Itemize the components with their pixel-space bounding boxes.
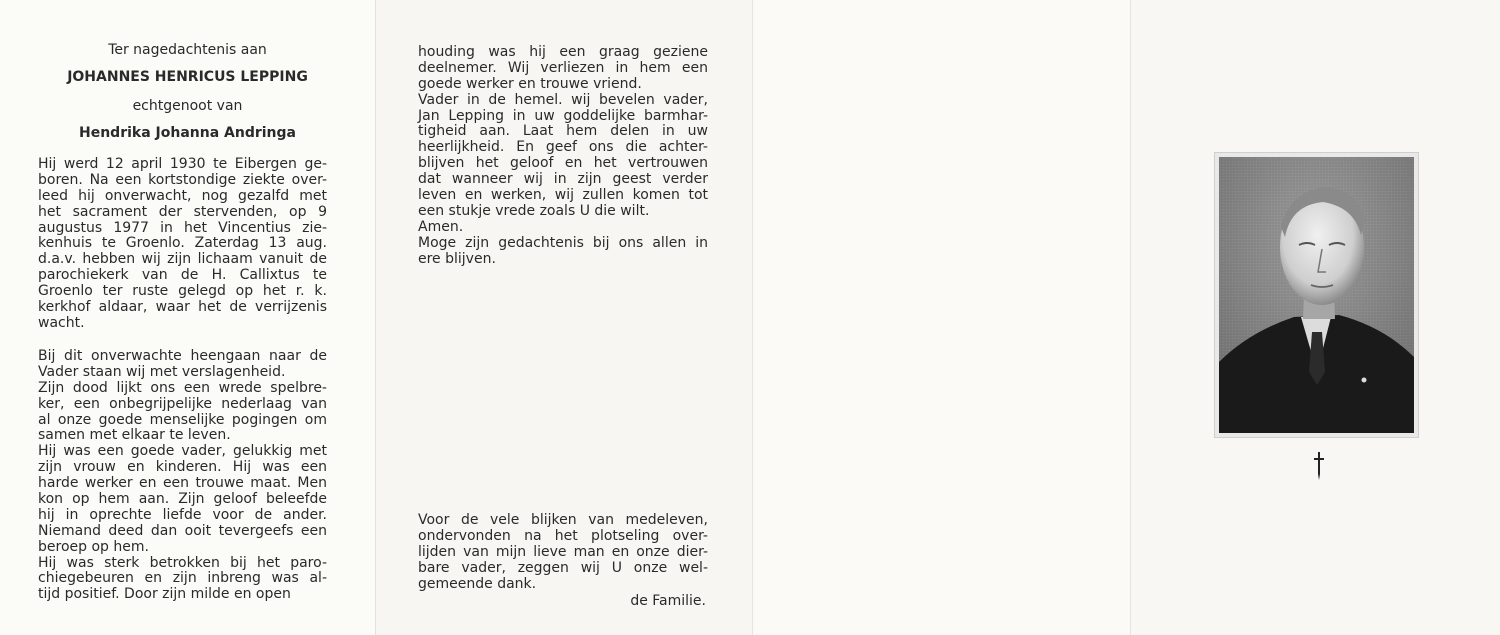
portrait-frame xyxy=(1214,152,1419,438)
text-line: Niemand deed dan ooit tevergeefs een xyxy=(38,522,327,539)
text-line: Amen. xyxy=(418,218,464,235)
text-line: houding was hij een graag geziene xyxy=(418,44,708,60)
text-line: deelnemer. Wij verliezen in hem een xyxy=(418,59,708,76)
text-line: gemeende dank. xyxy=(418,575,537,592)
text-line: boren. Na een kortstondige ziekte over- xyxy=(38,171,327,188)
text-line: Groenlo ter ruste gelegd op het r. k. xyxy=(38,283,327,300)
text-line: d.a.v. hebben wij zijn lichaam vanuit de xyxy=(38,251,327,268)
text-line: Vader in de hemel. wij bevelen vader, xyxy=(418,91,708,108)
text-line: goede werker en trouwe vriend. xyxy=(418,75,642,92)
text-line: ker, een onbegrijpelijke nederlaag van xyxy=(38,395,327,412)
text-line: Bij dit onverwachte heengaan naar de xyxy=(38,348,327,364)
portrait-photo xyxy=(1219,157,1414,433)
text-line: een stukje vrede zoals U die wilt. xyxy=(418,202,650,219)
text-line: Zijn dood lijkt ons een wrede spelbre- xyxy=(38,379,327,396)
text-line: Voor de vele blijken van medeleven, xyxy=(418,512,708,528)
text-line: kon op hem aan. Zijn geloof beleefde xyxy=(38,491,327,508)
thanks-paragraph xyxy=(418,513,708,592)
text-line: hij in oprechte liefde voor de ander. xyxy=(38,506,327,523)
text-line: harde werker en een trouwe maat. Men xyxy=(38,475,327,492)
text-line: bare vader, zeggen wij U onze wel- xyxy=(418,559,708,576)
tribute-paragraph xyxy=(38,349,327,603)
text-line: samen met elkaar te leven. xyxy=(38,427,231,444)
text-line: chiegebeuren en zijn inbreng was al- xyxy=(38,570,327,587)
text-line: heerlijkheid. En geef ons die achter- xyxy=(418,139,708,156)
text-line: beroep op hem. xyxy=(38,538,149,555)
text-line: leven en werken, wij zullen komen tot xyxy=(418,187,708,204)
text-line: Vader staan wij met verslagenheid. xyxy=(38,363,286,380)
text-line: het sacrament der stervenden, op 9 xyxy=(38,203,327,220)
cross-icon xyxy=(1312,450,1326,482)
text-line: lijden van mijn lieve man en onze dier- xyxy=(418,543,708,560)
text-line: kenhuis te Groenlo. Zaterdag 13 aug. xyxy=(38,235,327,252)
biography-paragraph xyxy=(38,157,327,332)
text-line: Jan Lepping in uw goddelijke barmhar- xyxy=(418,107,708,124)
prayer-paragraph xyxy=(418,45,708,267)
text-line: wacht. xyxy=(38,314,85,331)
text-line: ere blijven. xyxy=(418,250,496,267)
text-line: tijd positief. Door zijn milde en open xyxy=(38,586,291,603)
text-line: ondervonden na het plotseling over- xyxy=(418,527,708,544)
text-line: zijn vrouw en kinderen. Hij was een xyxy=(38,459,327,476)
card-panel-blank xyxy=(752,0,1130,635)
text-line: al onze goede menselijke pogingen om xyxy=(38,411,327,428)
spouse-name: Hendrika Johanna Andringa xyxy=(79,125,296,141)
deceased-name: JOHANNES HENRICUS LEPPING xyxy=(67,69,308,85)
memorial-intro: Ter nagedachtenis aan xyxy=(108,42,267,58)
relation-label: echtgenoot van xyxy=(132,98,243,114)
family-signature: de Familie. xyxy=(630,593,706,609)
text-line: leed hij onverwacht, nog gezalfd met xyxy=(38,187,327,204)
text-line: augustus 1977 in het Vincentius zie- xyxy=(38,219,327,236)
text-line: Moge zijn gedachtenis bij ons allen in xyxy=(418,234,708,251)
text-line: Hij was een goede vader, gelukkig met xyxy=(38,443,327,460)
text-line: Hij was sterk betrokken bij het paro- xyxy=(38,554,327,571)
text-line: parochiekerk van de H. Callixtus te xyxy=(38,267,327,284)
text-line: dat wanneer wij in zijn geest verder xyxy=(418,171,708,188)
text-line: Hij werd 12 april 1930 te Eibergen ge- xyxy=(38,156,327,172)
text-line: kerkhof aldaar, waar het de verrijzenis xyxy=(38,299,327,316)
text-line: tigheid aan. Laat hem delen in uw xyxy=(418,123,708,140)
text-line: blijven het geloof en het vertrouwen xyxy=(418,155,708,172)
